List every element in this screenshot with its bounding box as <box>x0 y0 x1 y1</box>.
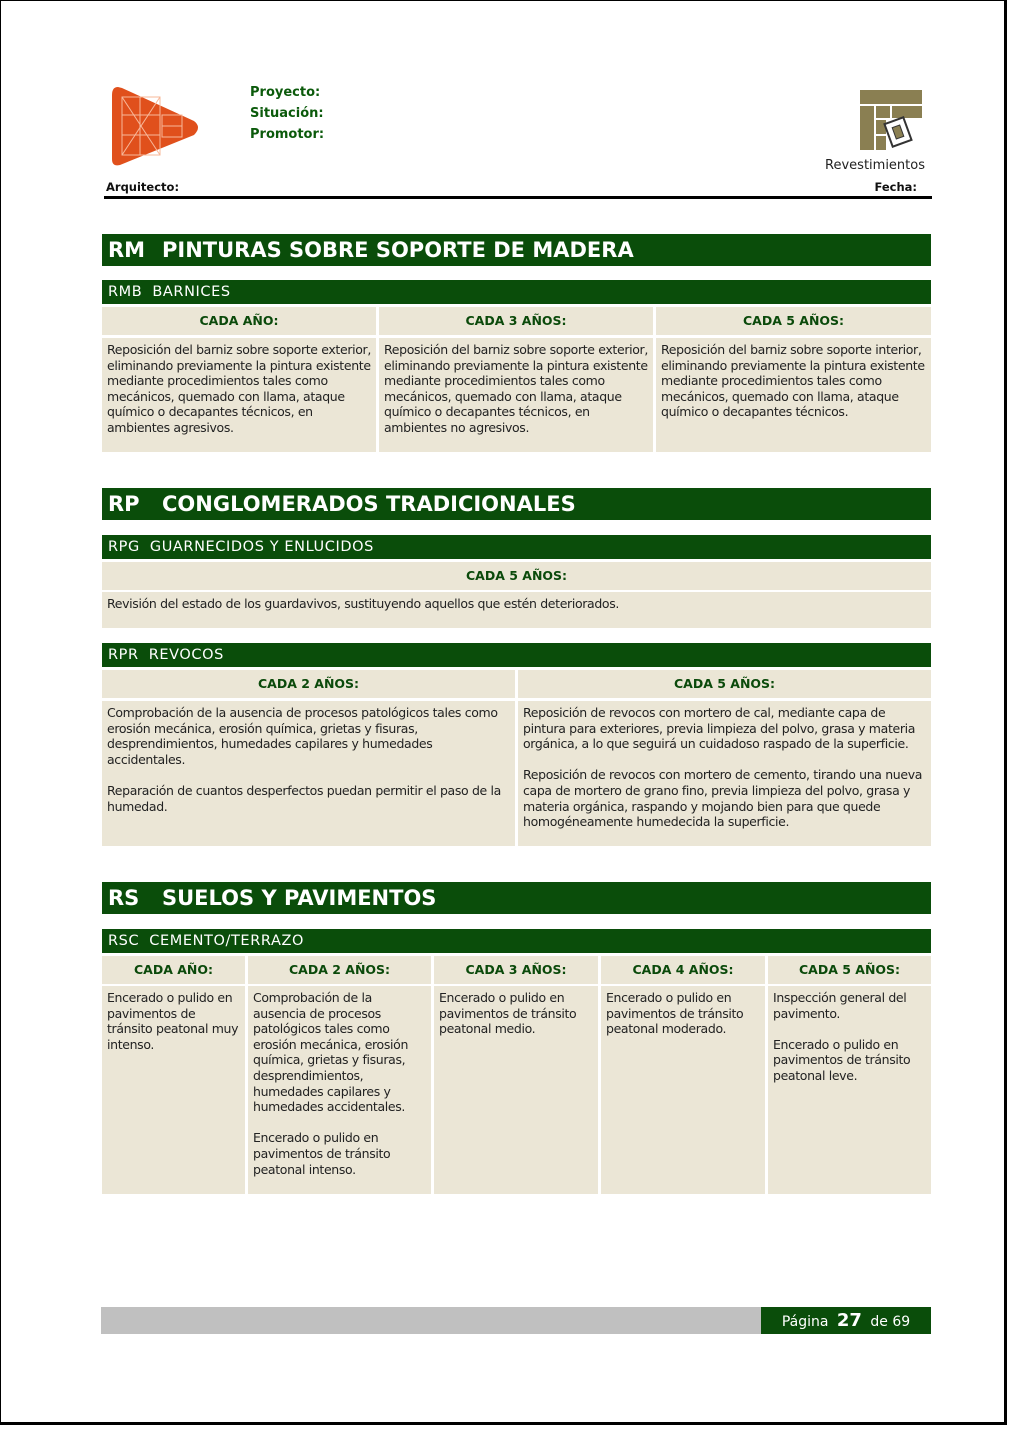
section-title-text: CONGLOMERADOS TRADICIONALES <box>162 492 576 516</box>
table-header-cell: CADA 5 AÑOS: <box>656 307 931 335</box>
table-cell: Inspección general del pavimento. Encerado o pulido en pavimentos de tránsito peatonal leve. <box>768 986 931 1194</box>
subsection-title-text: BARNICES <box>152 284 231 300</box>
section-title-text: SUELOS Y PAVIMENTOS <box>162 886 437 910</box>
table-cell: Encerado o pulido en pavimentos de tránsito peatonal medio. <box>434 986 598 1194</box>
table-cell: Reposición del barniz sobre soporte exterior, eliminando previamente la pintura existente mediante procedimientos tales como mecánicos, quemado con llama, ataque químico o decapantes técnicos, en ambientes no agresivos. <box>379 338 653 452</box>
revestimientos-tiles-icon <box>858 88 924 152</box>
table-header-cell: CADA AÑO: <box>102 956 245 984</box>
subsection-title-rmb <box>102 280 931 304</box>
table-header-cell: CADA 5 AÑOS: <box>518 670 931 698</box>
subsection-code: RMB <box>108 284 143 300</box>
section-title-rp <box>102 488 931 520</box>
table-cell: Reposición del barniz sobre soporte exterior, eliminando previamente la pintura existente mediante procedimientos tales como mecánicos, quemado con llama, ataque químico o decapantes técnicos, en ambientes agresivos. <box>102 338 376 452</box>
table-header-cell: CADA 5 AÑOS: <box>768 956 931 984</box>
table-cell: Encerado o pulido en pavimentos de tránsito peatonal moderado. <box>601 986 765 1194</box>
subsection-title-text: CEMENTO/TERRAZO <box>149 933 305 949</box>
footer-bar <box>101 1307 761 1334</box>
total-pages: 69 <box>892 1314 911 1330</box>
table-cell: Reposición del barniz sobre soporte interior, eliminando previamente la pintura existente mediante procedimientos tales como mecánicos, quemado con llama, ataque químico o decapantes técnicos. <box>656 338 931 452</box>
page-number: 27 <box>836 1310 862 1331</box>
section-code: RM <box>108 238 146 262</box>
table-cell: Revisión del estado de los guardavivos, sustituyendo aquellos que estén deteriorados. <box>102 592 931 628</box>
section-code: RP <box>108 492 140 516</box>
subsection-code: RPR <box>108 647 139 663</box>
header-divider <box>104 196 932 199</box>
subsection-title-text: GUARNECIDOS Y ENLUCIDOS <box>149 539 374 555</box>
subsection-title-rpg <box>102 535 931 559</box>
table-cell: Encerado o pulido en pavimentos de tránsito peatonal muy intenso. <box>102 986 245 1194</box>
table-rpr <box>102 670 931 846</box>
table-rsc <box>102 956 931 1194</box>
section-title-rm <box>102 234 931 266</box>
table-cell: Comprobación de la ausencia de procesos patológicos tales como erosión mecánica, erosión química, grietas y fisuras, desprendimientos, humedades capilares y humedades accidentales. Encerado o pulido en pavimentos de tránsito peatonal intenso. <box>248 986 431 1194</box>
of-label: de <box>870 1314 888 1330</box>
subsection-title-rpr <box>102 643 931 667</box>
category-label: Revestimientos <box>825 158 925 173</box>
table-header-cell: CADA 5 AÑOS: <box>102 562 931 590</box>
arquitecto-label: Arquitecto: <box>106 180 180 194</box>
subsection-title-text: REVOCOS <box>148 647 224 663</box>
table-cell: Comprobación de la ausencia de procesos patológicos tales como erosión mecánica, erosión química, grietas y fisuras, desprendimientos, humedades capilares y humedades accidentales. Reparación de cuantos desperfectos puedan permitir el paso de la humedad. <box>102 701 515 846</box>
table-header-cell: CADA 2 AÑOS: <box>248 956 431 984</box>
table-rpg <box>102 562 931 628</box>
table-header-cell: CADA 2 AÑOS: <box>102 670 515 698</box>
table-rmb <box>102 307 931 452</box>
project-labels <box>250 82 324 145</box>
table-cell: Reposición de revocos con mortero de cal, mediante capa de pintura para exteriores, previa limpieza del polvo, grasa y materia orgánica, a lo que seguirá un cuidadoso raspado de la superficie. Reposición de revocos con mortero de cemento, tirando una nueva capa de mortero de grano fino, previa limpieza del polvo, grasa y materia orgánica, raspando y mojando bien para que quede homogéneamente humedecida la superficie. <box>518 701 931 846</box>
section-title-rs <box>102 882 931 914</box>
table-header-cell: CADA AÑO: <box>102 307 376 335</box>
fecha-label: Fecha: <box>874 180 917 194</box>
table-header-cell: CADA 4 AÑOS: <box>601 956 765 984</box>
proyecto-label: Proyecto: <box>250 85 321 100</box>
promotor-label: Promotor: <box>250 127 325 142</box>
subsection-title-rsc <box>102 929 931 953</box>
section-title-text: PINTURAS SOBRE SOPORTE DE MADERA <box>162 238 634 262</box>
table-header-cell: CADA 3 AÑOS: <box>379 307 653 335</box>
table-header-cell: CADA 3 AÑOS: <box>434 956 598 984</box>
situacion-label: Situación: <box>250 106 324 121</box>
subsection-code: RPG <box>108 539 140 555</box>
subsection-code: RSC <box>108 933 140 949</box>
orange-triangle-logo-icon <box>110 85 202 169</box>
page-label: Página <box>781 1314 829 1330</box>
page-indicator <box>761 1307 931 1334</box>
section-code: RS <box>108 886 140 910</box>
